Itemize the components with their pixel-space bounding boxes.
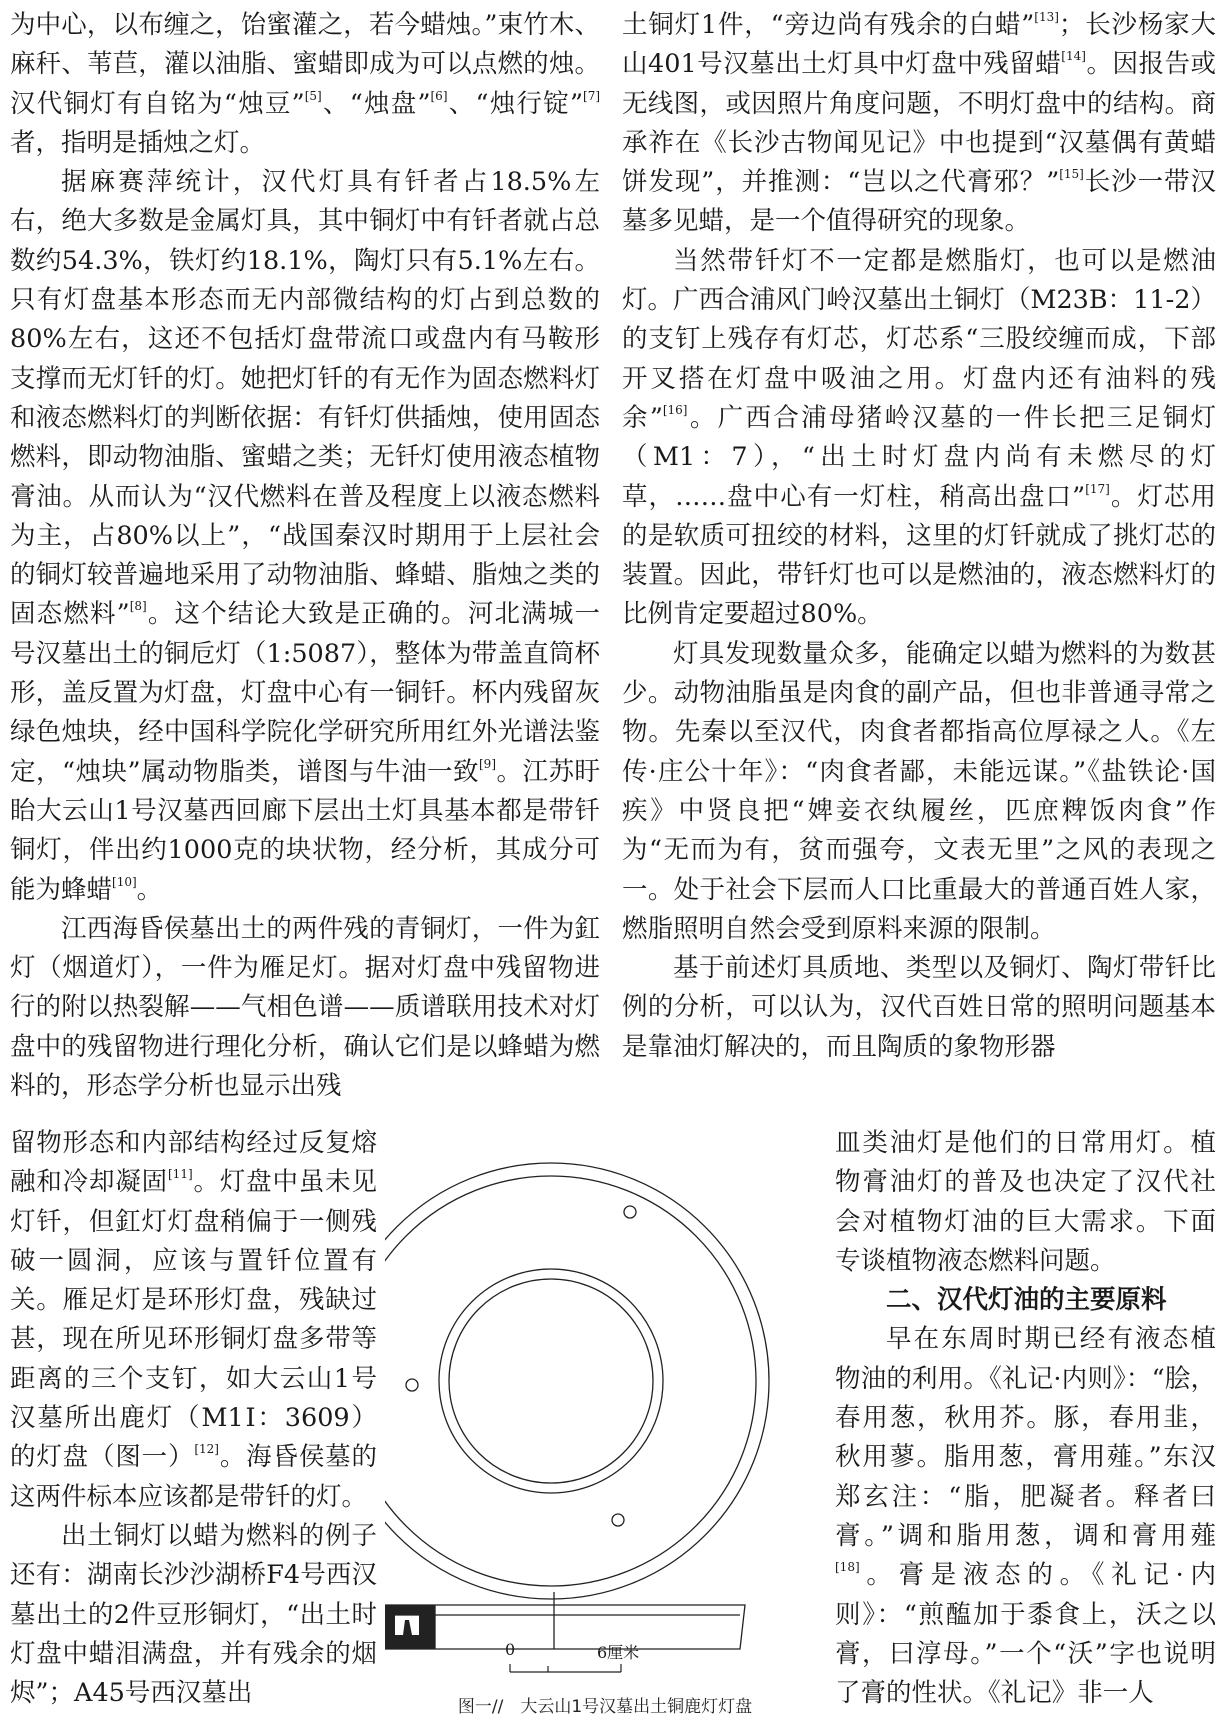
paragraph: 留物形态和内部结构经过反复熔融和冷却凝固[11]。灯盘中虽未见灯钎，但釭灯灯盘稍偏于一侧残破一圆洞，应该与置钎位置有关。雁足灯是环形灯盘，残缺过甚，现在所见环形铜灯盘多带等距离的三个支钉，如大云山1号汉墓所出鹿灯（M1Ⅰ：3609）的灯盘（图一）[12]。海昏侯墓的这两件标本应该都是带钎的灯。: [10, 1128, 377, 1512]
plate-section-outline: [385, 1605, 745, 1649]
paragraph: 据麻赛萍统计，汉代灯具有钎者占18.5%左右，绝大多数是金属灯具，其中铜灯中有钎者就占总数约54.3%，铁灯约18.1%，陶灯只有5.1%左右。只有灯盘基本形态而无内部微结构的灯占到总数的80%左右，这还不包括灯盘带流口或盘内有马鞍形支撑而无灯钎的灯。她把灯钎的有无作为固态燃料灯和液态燃料灯的判断依据：有钎灯供插烛，使用固态燃料，即动物油脂、蜜蜡之类；无钎灯使用液态植物膏油。从而认为“汉代燃料在普及程度上以液态燃料为主，占80%以上”，“战国秦汉时期用于上层社会的铜灯较普遍地采用了动物油脂、蜂蜡、脂烛之类的固态燃料”[8]。这个结论大致是正确的。河北满城一号汉墓出土的铜卮灯（1:5087），整体为带盖直筒杯形，盖反置为灯盘，灯盘中心有一铜钎。杯内残留灰绿色烛块，经中国科学院化学研究所用红外光谱法鉴定，“烛块”属动物脂类，谱图与牛油一致[9]。江苏盱眙大云山1号汉墓西回廊下层出土灯具基本都是带钎铜灯，伴出约1000克的块状物，经分析，其成分可能为蜂蜡[10]。: [10, 167, 600, 905]
paragraph: 当然带钎灯不一定都是燃脂灯，也可以是燃油灯。广西合浦风门岭汉墓出土铜灯（M23B：11-2）的支钉上残存有灯芯，灯芯系“三股绞缠而成，下部开叉搭在灯盘中吸油之用。灯盘内还有油料的残余”[16]。广西合浦母猪岭汉墓的一件长把三足铜灯（M1：7），“出土时灯盘内尚有未燃尽的灯草，……盘中心有一灯柱，稍高出盘口”[17]。灯芯用的是软质可扭绞的材料，这里的灯钎就成了挑灯芯的装置。因此，带钎灯也可以是燃油的，液态燃料灯的比例肯定要超过80%。: [622, 245, 1216, 630]
plate-outer-rim-inner: [385, 1176, 756, 1586]
support-nail-hole: [406, 1379, 418, 1391]
figure-caption: 图一// 大云山1号汉墓出土铜鹿灯灯盘: [457, 1697, 753, 1717]
paragraph: 为中心，以布缠之，饴蜜灌之，若今蜡烛。”束竹木、麻秆、苇苣，灌以油脂、蜜蜡即成为可以点燃的烛。汉代铜灯有自铭为“烛豆”[5]、“烛盘”[6]、“烛行锭”[7]者，指明是插烛之灯。: [10, 10, 601, 158]
plate-section-solid: [385, 1605, 435, 1649]
section-heading: 二、汉代灯油的主要原料: [886, 1285, 1167, 1316]
paragraph: 出土铜灯以蜡为燃料的例子还有：湖南长沙沙湖桥F4号西汉墓出土的2件豆形铜灯，“出土时灯盘中蜡泪满盘，并有残余的烟烬”；A45号西汉墓出: [10, 1520, 377, 1709]
plate-outer-rim: [385, 1163, 769, 1599]
plate-inner-ring: [439, 1269, 663, 1493]
right-column: [622, 6, 1216, 1067]
lamp-plate-drawing: [385, 1120, 825, 1690]
left-column: [10, 6, 600, 1106]
paragraph: 土铜灯1件，“旁边尚有残余的白蜡”[13]；长沙杨家大山401号汉墓出土灯具中灯盘中残留蜡[14]。因报告或无线图，或因照片角度问题，不明灯盘中的结构。商承祚在《长沙古物闻见记》中也提到“汉墓偶有黄蜡饼发现”，并推测：“岂以之代膏邪？”[15]长沙一带汉墓多见蜡，是一个值得研究的现象。: [622, 10, 1216, 237]
plate-inner-ring-inner: [449, 1279, 653, 1483]
figure-lamp-plate: [385, 1120, 825, 1732]
paragraph: 江西海昏侯墓出土的两件残的青铜灯，一件为釭灯（烟道灯），一件为雁足灯。据对灯盘中残留物进行的附以热裂解——气相色谱——质谱联用技术对灯盘中的残留物进行理化分析，确认它们是以蜂蜡为燃料的，形态学分析也显示出残: [10, 913, 600, 1102]
support-nail-hole: [612, 1514, 624, 1526]
left-wrap-text: [10, 1124, 377, 1713]
support-nail-hole: [624, 1206, 636, 1218]
scale-zero-label: 0: [505, 1640, 516, 1659]
scale-unit-label: 6厘米: [597, 1643, 640, 1662]
paragraph: 灯具发现数量众多，能确定以蜡为燃料的为数甚少。动物油脂虽是肉食的副产品，但也非普通寻常之物。先秦以至汉代，肉食者都指高位厚禄之人。《左传·庄公十年》：“肉食者鄙，未能远谋。”《盐铁论·国疾》中贤良把“婢妾衣纨履丝，匹庶粺饭肉食”作为“无而为有，贫而强夸，文表无里”之风的表现之一。处于社会下层而人口比重最大的普通百姓人家，燃脂照明自然会受到原料来源的限制。: [622, 638, 1216, 944]
right-wrap-text: [835, 1124, 1216, 1713]
paragraph: 皿类油灯是他们的日常用灯。植物膏油灯的普及也决定了汉代社会对植物灯油的巨大需求。下面专谈植物液态燃料问题。: [835, 1128, 1216, 1276]
paragraph: 早在东周时期已经有液态植物油的利用。《礼记·内则》：“脍，春用葱，秋用芥。豚，春用韭，秋用蓼。脂用葱，膏用薤。”东汉郑玄注：“脂，肥凝者。释者曰膏。”调和脂用葱，调和膏用薤[18]。膏是液态的。《礼记·内则》：“煎醢加于黍食上，沃之以膏，曰淳母。”一个“沃”字也说明了膏的性状。《礼记》非一人: [835, 1324, 1216, 1709]
paragraph: 基于前述灯具质地、类型以及铜灯、陶灯带钎比例的分析，可以认为，汉代百姓日常的照明问题基本是靠油灯解决的，而且陶质的象物形器: [622, 953, 1216, 1062]
